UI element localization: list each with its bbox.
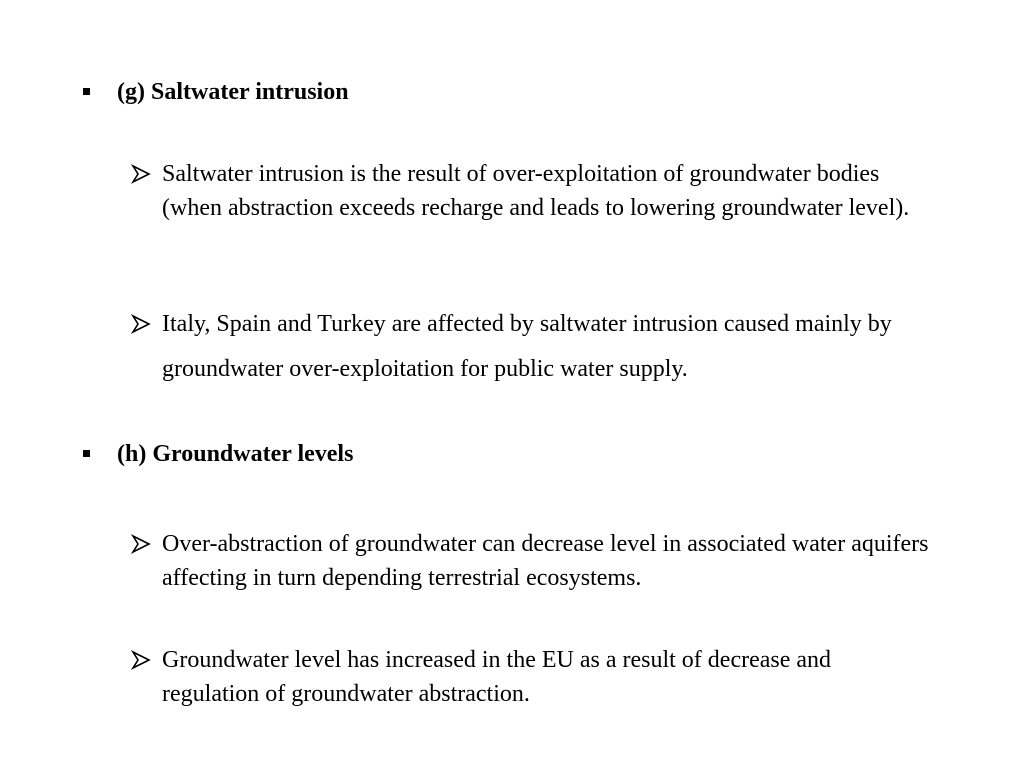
arrowhead-bullet-icon <box>131 650 151 670</box>
section-heading: (h) Groundwater levels <box>117 441 354 467</box>
arrowhead-bullet-icon <box>131 534 151 554</box>
bullet-point-text: Saltwater intrusion is the result of over-exploitation of groundwater bodies (when abstraction exceeds recharge and leads to lowering groundwater level). <box>162 161 910 221</box>
bullet-point-text: Groundwater level has increased in the EU as a result of decrease and regulation of groundwater abstraction. <box>162 647 832 707</box>
bullet-point-text: Italy, Spain and Turkey are affected by saltwater intrusion caused mainly by groundwater over-exploitation for public water supply. <box>162 311 892 382</box>
arrowhead-bullet-icon <box>131 314 151 334</box>
bullet-point-text: Over-abstraction of groundwater can decrease level in associated water aquifers affecting in turn depending terrestrial ecosystems. <box>162 531 929 591</box>
square-bullet-icon <box>83 88 90 95</box>
square-bullet-icon <box>83 450 90 457</box>
section-heading: (g) Saltwater intrusion <box>117 79 349 105</box>
arrowhead-bullet-icon <box>131 164 151 184</box>
